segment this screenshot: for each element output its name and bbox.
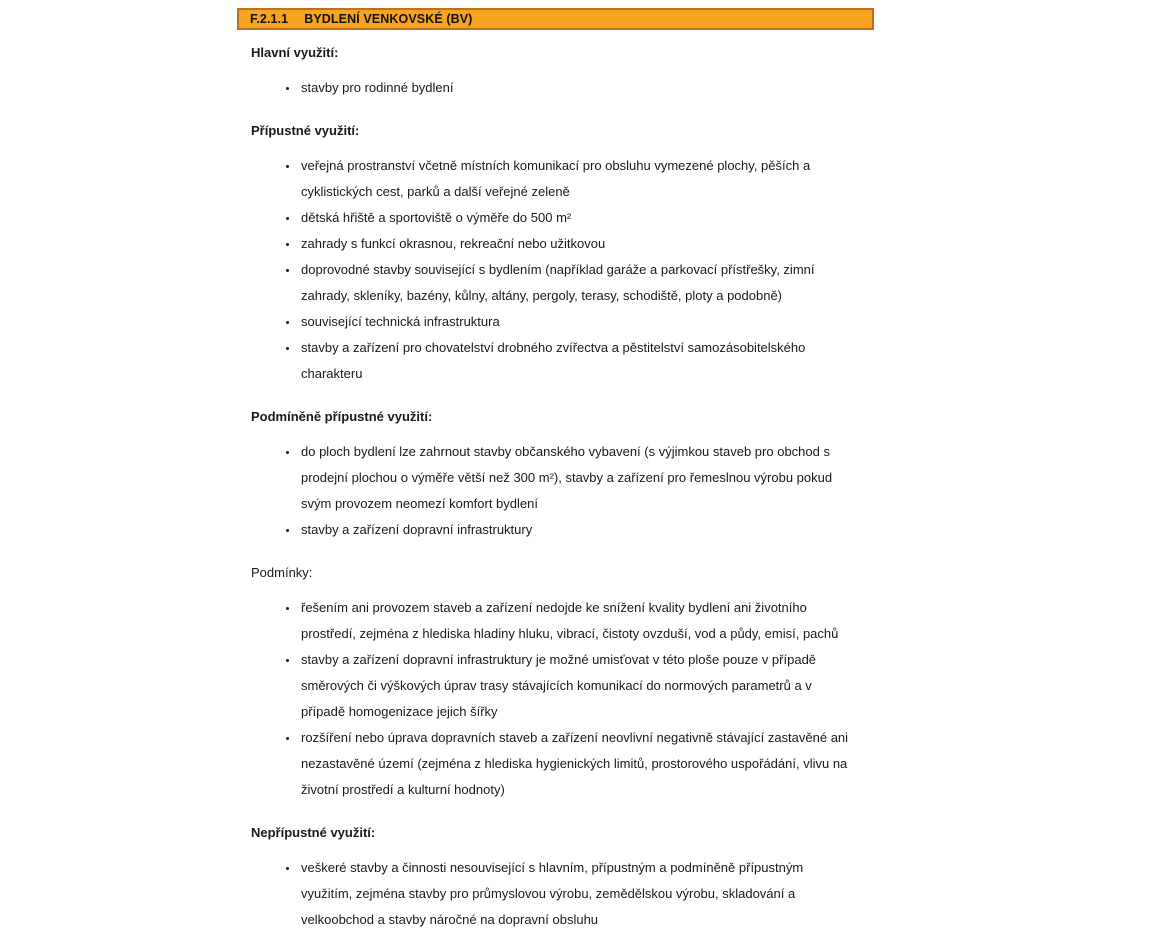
list-item: • související technická infrastruktura — [299, 309, 855, 335]
list-item: • doprovodné stavby související s bydlením (například garáže a parkovací přístřešky, zimní zahrady, skleníky, bazény, kůlny, altány, pergoly, terasy, schodiště, ploty a podobně) — [299, 257, 855, 309]
list-item: • stavby a zařízení pro chovatelství drobného zvířectva a pěstitelství samozásobitelského charakteru — [299, 335, 855, 387]
section-nepripustne-vyuziti — [251, 824, 855, 933]
section-header-bar — [237, 8, 874, 30]
list-podminky — [251, 595, 855, 803]
heading-podminene-pripustne-vyuziti: Podmíněně přípustné využití: — [251, 409, 433, 424]
heading-podminky: Podmínky: — [251, 565, 313, 580]
list-item: • rozšíření nebo úprava dopravních staveb a zařízení neovlivní negativně stávající zastavěné ani nezastavěné území (zejména z hlediska hygienických limitů, prostorového uspořádání, vlivu na životní prostředí a kulturní hodnoty) — [299, 725, 855, 803]
list-item: • zahrady s funkcí okrasnou, rekreační nebo užitkovou — [299, 231, 855, 257]
list-item: • stavby a zařízení dopravní infrastruktury je možné umisťovat v této ploše pouze v případě směrových či výškových úprav trasy stávajících komunikací do normových parametrů a v případě homogenizace jejich šířky — [299, 647, 855, 725]
section-pripustne-vyuziti — [251, 122, 855, 387]
heading-pripustne-vyuziti: Přípustné využití: — [251, 123, 360, 138]
list-item: • řešením ani provozem staveb a zařízení nedojde ke snížení kvality bydlení ani životního prostředí, zejména z hlediska hladiny hluku, vibrací, čistoty ovzduší, vod a půdy, emisí, pachů — [299, 595, 855, 647]
section-title: BYDLENÍ VENKOVSKÉ (BV) — [304, 12, 473, 26]
heading-hlavni-vyuziti: Hlavní využití: — [251, 45, 339, 60]
document-content — [251, 44, 855, 933]
section-hlavni-vyuziti — [251, 44, 855, 101]
list-item: • dětská hřiště a sportoviště o výměře do 500 m² — [299, 205, 855, 231]
section-code: F.2.1.1 — [250, 12, 289, 26]
list-nepripustne-vyuziti — [251, 855, 855, 933]
heading-nepripustne-vyuziti: Nepřípustné využití: — [251, 825, 376, 840]
list-item: • veřejná prostranství včetně místních komunikací pro obsluhu vymezené plochy, pěších a cyklistických cest, parků a další veřejné zeleně — [299, 153, 855, 205]
list-pripustne-vyuziti — [251, 153, 855, 387]
list-item: • veškeré stavby a činnosti nesouvisející s hlavním, přípustným a podmíněně přípustným využitím, zejména stavby pro průmyslovou výrobu, zemědělskou výrobu, skladování a velkoobchod a stavby náročné na dopravní obsluhu — [299, 855, 855, 933]
list-item: • stavby pro rodinné bydlení — [299, 75, 855, 101]
list-item: • stavby a zařízení dopravní infrastruktury — [299, 517, 855, 543]
list-podminene-pripustne-vyuziti — [251, 439, 855, 543]
list-hlavni-vyuziti — [251, 75, 855, 101]
section-podminene-pripustne-vyuziti — [251, 408, 855, 543]
section-podminky — [251, 564, 855, 803]
list-item: • do ploch bydlení lze zahrnout stavby občanského vybavení (s výjimkou staveb pro obchod s prodejní plochou o výměře větší než 300 m²), stavby a zařízení pro řemeslnou výrobu pokud svým provozem neomezí komfort bydlení — [299, 439, 855, 517]
